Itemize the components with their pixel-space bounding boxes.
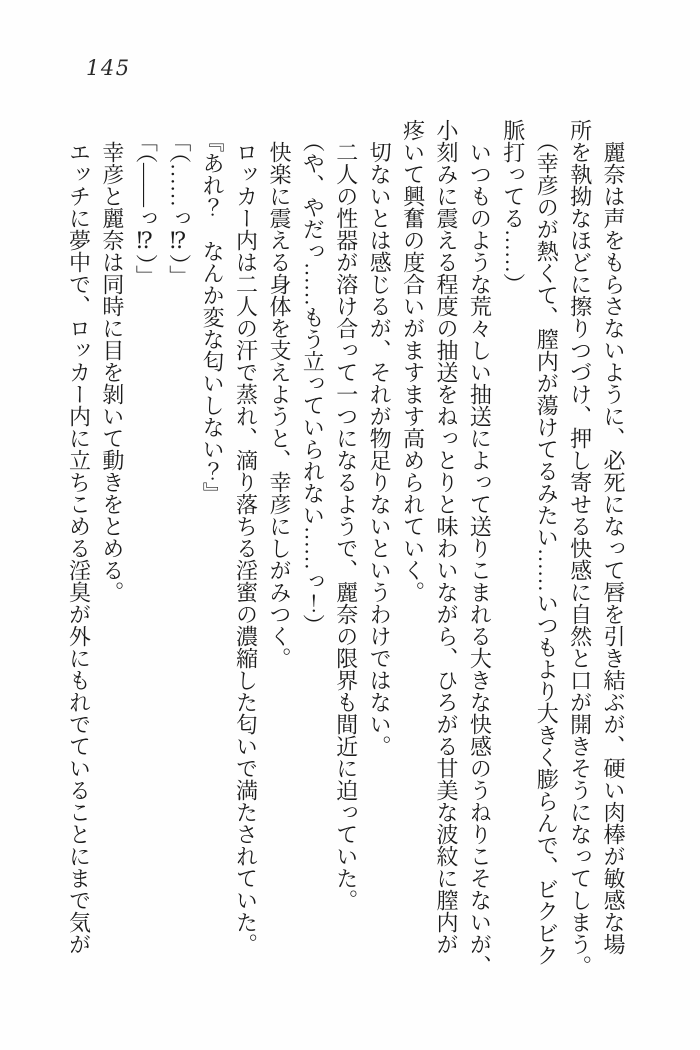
text-column-4: 脈打ってる……） [500, 119, 526, 295]
text-column-17: エッチに夢中で、ロッカー内に立ちこめる淫臭が外にもれでていることにまで気が [66, 141, 92, 955]
text-column-10: （や、やだっ……もう立っていられない……っ！） [300, 130, 326, 636]
text-column-12: ロッカー内は二人の汗で蒸れ、滴り落ちる淫蜜の濃縮した匂いで満たされていた。 [233, 141, 259, 955]
text-column-2: 所を執拗なほどに擦りつづけ、押し寄せる快感に自然と口が開きそうになってしまう。 [567, 119, 593, 977]
text-column-1: 麗奈は声をもらさないように、必死になって唇を引き結ぶが、硬い肉棒が敏感な場 [601, 141, 626, 955]
page-number: 145 [86, 56, 131, 80]
text-column-6: 小刻みに震える程度の抽送をねっとりと味わいながら、ひろがる甘美な波紋に膣内が [433, 119, 459, 955]
text-column-14: 「（……っ⁉）」 [166, 130, 192, 287]
novel-text-block [62, 119, 630, 985]
text-column-9: 二人の性器が溶け合って一つになるようで、麗奈の限界も間近に迫っていた。 [333, 141, 359, 911]
text-column-7: 疼いて興奮の度合いがますます高められていく。 [400, 119, 426, 603]
text-column-15: 「（――っ⁉）」 [133, 130, 159, 287]
text-column-13: 『あれ？ なんか変な匂いしない？』 [200, 130, 226, 504]
text-column-11: 快楽に震える身体を支えようと、幸彦にしがみつく。 [266, 141, 292, 669]
text-column-16: 幸彦と麗奈は同時に目を剝いて動きをとめる。 [99, 141, 125, 603]
text-column-5: いつものような荒々しい抽送によって送りこまれる大きな快感のうねりこそないが、 [467, 141, 493, 977]
text-column-8: 切ないとは感じるが、それが物足りないというわけではない。 [367, 141, 393, 757]
text-column-3: （幸彦のが熱くて、膣内が蕩けてるみたい……いつもより大きく膨らんで、ビクビク [534, 130, 560, 966]
